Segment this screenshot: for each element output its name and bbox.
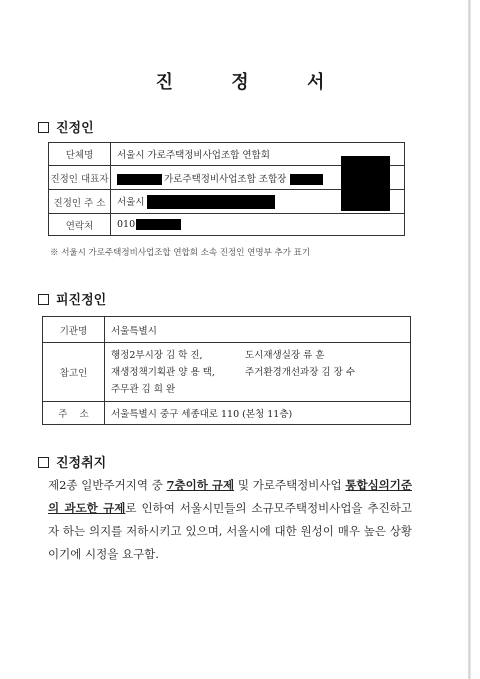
table-row — [43, 343, 411, 402]
representative-label: 진정인 대표자 — [49, 166, 111, 190]
reference-label: 참고인 — [43, 343, 105, 402]
respondent-address-label: 주 소 — [43, 402, 105, 425]
purpose-text: 제2종 일반주거지역 중 — [48, 478, 167, 492]
redaction-block — [147, 195, 275, 209]
org-name-value: 서울시 가로주택정비사업조합 연합회 — [111, 143, 405, 166]
table-row — [43, 317, 411, 343]
reference-cell — [105, 343, 411, 402]
checkbox-icon — [38, 122, 49, 133]
reference-line — [111, 381, 404, 398]
respondent-heading: 피진정인 — [38, 289, 106, 308]
purpose-emphasis: 통합심의기준의 과도한 규제 — [48, 478, 413, 515]
document-title: 진 정 서 — [155, 72, 351, 93]
phone-label: 연락처 — [49, 214, 111, 236]
purpose-text: 로 인하여 서울시민들의 소규모주택정비사업을 추진하고자 하는 의지를 저하시키고 있으며, 서울시에 대한 원성이 매우 높은 상황이기에 시정을 요구함. — [48, 501, 412, 561]
table-row — [43, 402, 411, 425]
phone-value: 010 — [117, 219, 136, 230]
petitioner-note: ※ 서울시 가로주택정비사업조합 연합회 소속 진정인 연명부 추가 표기 — [50, 248, 311, 258]
reference-line — [111, 364, 404, 381]
address-value: 서울시 — [117, 196, 145, 208]
redaction-block — [290, 174, 323, 185]
reference-person: 행정2부시장 김 학 진, — [111, 349, 203, 361]
org-name-label: 단체명 — [49, 143, 111, 166]
agency-label: 기관명 — [43, 317, 105, 343]
checkbox-icon — [38, 294, 49, 305]
respondent-address-value: 서울특별시 중구 세종대로 110 (본청 11층) — [105, 402, 411, 425]
page-edge-shadow — [468, 0, 471, 679]
respondent-table — [42, 316, 411, 425]
purpose-paragraph — [48, 474, 412, 566]
purpose-text: 및 가로주택정비사업 — [234, 478, 346, 492]
agency-value: 서울특별시 — [105, 317, 411, 343]
reference-line — [111, 347, 404, 364]
representative-value: 가로주택정비사업조합 조합장 — [164, 173, 287, 185]
redaction-block — [117, 174, 162, 185]
reference-person: 재생정책기획관 양 용 택, — [111, 366, 215, 378]
purpose-heading: 진정취지 — [38, 452, 106, 471]
reference-person: 도시재생실장 류 훈 — [245, 349, 325, 361]
table-row — [49, 214, 405, 236]
petitioner-heading: 진정인 — [38, 117, 94, 136]
purpose-emphasis: 7층이하 규제 — [166, 478, 235, 492]
checkbox-icon — [38, 457, 49, 468]
reference-person: 주거환경개선과장 김 장 수 — [245, 366, 356, 378]
reference-person: 주무관 김 희 완 — [111, 383, 176, 395]
phone-cell — [111, 214, 405, 236]
address-label: 진정인 주 소 — [49, 190, 111, 214]
redaction-block — [136, 219, 181, 230]
photo-redaction — [341, 156, 390, 211]
